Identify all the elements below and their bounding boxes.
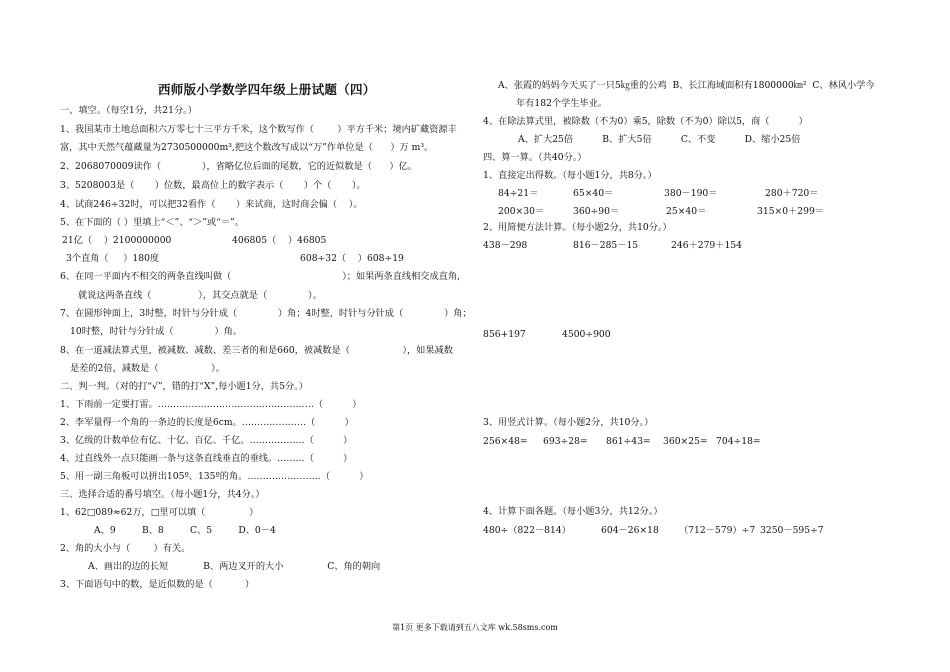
left-text-line: 1、我国某市土地总面积六万零七十三平方千米，这个数写作（ ）平方千米；境内矿藏资源丰 xyxy=(60,124,457,135)
right-text-line: 1、直接定出得数。（每小题1分，共8分。） xyxy=(483,170,657,181)
left-text-line: 2、2068070009读作（ ），省略亿位后面的尾数，它的近似数是（ ）亿。 xyxy=(60,161,417,172)
page-footer: 第1页 更多下载请到五八文库 wk.58sms.com xyxy=(392,623,558,632)
calc-item: 380－190＝ xyxy=(664,188,718,199)
left-text-line: A、9 B、8 C、5 D、0－4 xyxy=(94,525,276,536)
left-text-line: 608÷32（ ）608÷19 xyxy=(300,253,404,264)
calc-item: 360×25= xyxy=(663,436,708,447)
left-text-line: 5、在下面的（ ）里填上“＜”、“＞”或“＝”。 xyxy=(60,217,244,228)
right-text-line: 4、计算下面各题。（每小题3分，共12分。） xyxy=(483,506,663,517)
calc-item: 856+197 xyxy=(483,329,526,340)
right-text-line: 四、算一算。（共40分。） xyxy=(483,152,587,163)
calc-item: 65×40＝ xyxy=(573,188,614,199)
left-text-line: 5、用一副三角板可以拼出105º、135º的角。……………………（ ） xyxy=(60,471,369,482)
left-text-line: 2、李军量得一个角的一条边的长度是6cm。…………………（ ） xyxy=(60,417,354,428)
calc-item: 704÷18= xyxy=(716,436,761,447)
left-text-line: 3个直角（ ）180度 xyxy=(66,253,160,264)
calc-item: 200×30＝ xyxy=(498,206,545,217)
calc-item: 280＋720＝ xyxy=(765,188,819,199)
left-text-line: 一、填空。（每空1分，共21分。） xyxy=(60,105,197,116)
right-text-line: 2、用简便方法计算。（每小题2分，共10分。） xyxy=(483,222,672,233)
calc-item: 25×40＝ xyxy=(666,206,707,217)
calc-item: 816－285－15 xyxy=(573,240,639,251)
left-text-line: 406805（ ）46805 xyxy=(232,235,327,246)
left-text-line: 2、角的大小与（ ）有关。 xyxy=(60,543,191,554)
right-text-line: 4、在除法算式里，被除数（不为0）乘5，除数（不为0）除以5，商（ ） xyxy=(483,116,808,127)
left-text-line: 1、下雨前一定要打雷。……………………………………………（ ） xyxy=(60,399,362,410)
right-text-line: 3、用竖式计算。（每小题2分，共10分。） xyxy=(483,417,654,428)
calc-item: 3250－595÷7 xyxy=(760,525,824,536)
calc-item: （712－579）÷7 xyxy=(679,525,756,536)
left-text-line: 是差的2倍，减数是（ ）。 xyxy=(70,363,225,374)
right-text-line: 年有182个学生毕业。 xyxy=(516,98,608,109)
calc-item: 693÷28= xyxy=(543,436,588,447)
right-text-line: A、扩大25倍 B、扩大5倍 C、不变 D、缩小25倍 xyxy=(518,134,801,145)
left-text-line: 富，其中天然气蕴藏量为2730500000m³,把这个数改写成以“万”作单位是（ ）万 m³。 xyxy=(60,142,434,153)
left-text-line: 三、选择合适的番号填空。（每小题1分，共4分。） xyxy=(60,489,265,500)
left-text-line: 7、在圆形钟面上，3时整，时针与分针成（ ）角；4时整，时针与分针成（ ）角； xyxy=(60,308,472,319)
left-text-line: 就说这两条直线（ ），其交点就是（ ）。 xyxy=(78,290,322,301)
left-text-line: 10时整，时针与分针成（ ）角。 xyxy=(70,326,243,337)
calc-item: 315×0＋299＝ xyxy=(757,206,824,217)
left-text-line: 8、在一道减法算式里，被减数、减数、差三者的和是660，被减数是（ ），如果减数 xyxy=(60,345,453,356)
left-text-line: 4、试商246÷32时，可以把32看作（ ）来试商，这时商会偏（ ）。 xyxy=(60,199,363,210)
calc-item: 438－298 xyxy=(483,240,528,251)
left-text-line: 3、下面语句中的数，是近似数的是（ ） xyxy=(60,579,255,590)
left-text-line: 3、5208003是（ ）位数，最高位上的数字表示（ ）个（ ）。 xyxy=(60,180,366,191)
left-text-line: 4、过直线外一点只能画一条与这条直线垂直的垂线。………（ ） xyxy=(60,453,353,464)
calc-item: 256×48= xyxy=(483,436,528,447)
calc-item: 480÷（822－814） xyxy=(483,525,571,536)
calc-item: 246＋279＋154 xyxy=(671,240,742,251)
left-text-line: 6、在同一平面内不相交的两条直线叫做（ ）；如果两条直线相交成直角, xyxy=(60,271,460,282)
left-text-line: 21亿（ ）2100000000 xyxy=(62,235,172,246)
left-text-line: A、画出的边的长短 B、两边叉开的大小 C、角的朝向 xyxy=(88,561,381,572)
calc-item: 360÷90＝ xyxy=(573,206,620,217)
calc-item: 84÷21＝ xyxy=(498,188,539,199)
calc-item: 861÷43= xyxy=(606,436,651,447)
left-text-line: 3、亿级的计数单位有亿、十亿、百亿、千亿。………………（ ） xyxy=(60,435,353,446)
left-text-line: 二、判一判。（对的打“√”，错的打“X”,每小题1分，共5分。） xyxy=(60,381,308,392)
calc-item: 4500÷900 xyxy=(562,329,611,340)
page-title: 西师版小学数学四年级上册试题（四） xyxy=(158,82,376,97)
calc-item: 604－26×18 xyxy=(601,525,659,536)
left-text-line: 1、62□089≈62万，□里可以填（ ） xyxy=(60,507,259,518)
right-text-line: A、张霞的妈妈今天买了一只5㎏重的公鸡 B、长江海域面积有1800000㎞² C、林风小学今 xyxy=(498,80,875,91)
